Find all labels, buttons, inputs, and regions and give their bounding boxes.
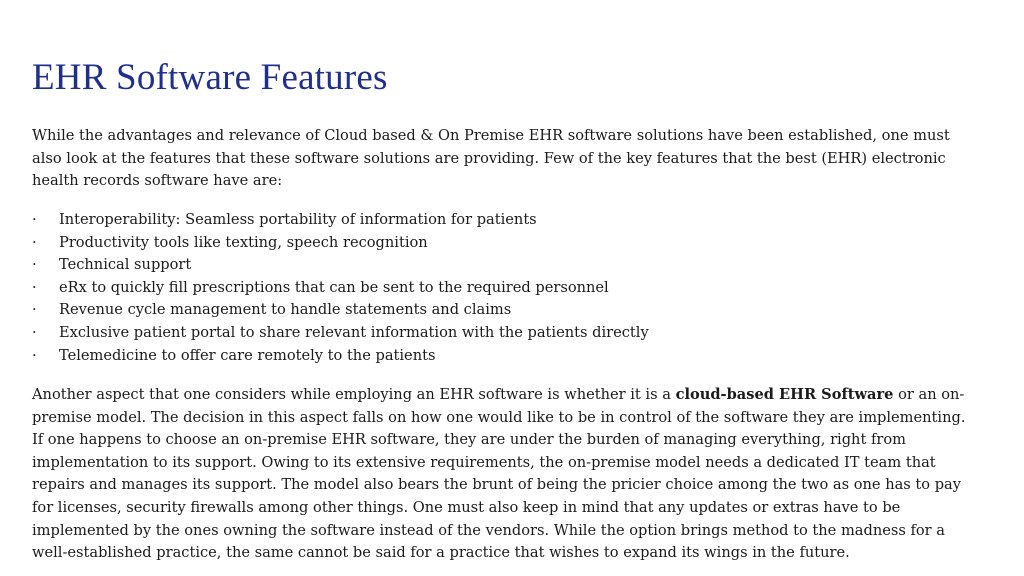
list-item-text: Interoperability: Seamless portability of information for patients xyxy=(59,211,537,228)
list-item-text: Telemedicine to offer care remotely to the patients xyxy=(59,346,436,364)
bullet-icon: · xyxy=(32,278,37,296)
list-item-text: Revenue cycle management to handle statements and claims xyxy=(59,301,512,319)
page-title: EHR Software Features xyxy=(32,57,388,98)
list-item xyxy=(32,254,649,277)
outro-emphasis: cloud-based EHR Software xyxy=(675,386,894,403)
list-item-text: Productivity tools like texting, speech recognition xyxy=(59,233,428,251)
bullet-icon: · xyxy=(32,233,37,251)
list-item xyxy=(32,277,649,300)
list-item xyxy=(32,322,649,345)
bullet-icon: · xyxy=(32,323,37,341)
intro-paragraph: While the advantages and relevance of Cloud based & On Premise EHR software solutions have been established, one must also look at the features that these software solutions are providing. Few of the key features that the best (EHR) electronic health records software have are: xyxy=(32,127,950,190)
bullet-icon: · xyxy=(32,301,37,319)
bullet-icon: · xyxy=(32,211,37,228)
outro-text-start: Another aspect that one considers while employing an EHR software is whether it is a xyxy=(32,386,676,403)
list-item xyxy=(32,299,649,322)
bullet-icon: · xyxy=(32,256,37,274)
bullet-icon: · xyxy=(32,346,37,364)
outro-paragraph xyxy=(32,384,972,565)
list-item-text: Exclusive patient portal to share relevant information with the patients directly xyxy=(59,323,649,341)
list-item-text: eRx to quickly fill prescriptions that can be sent to the required personnel xyxy=(59,278,609,296)
list-item-text: Technical support xyxy=(59,256,192,274)
list-item xyxy=(32,345,649,368)
list-item xyxy=(32,209,649,232)
list-item xyxy=(32,232,649,255)
feature-list xyxy=(32,209,649,367)
outro-text-end: or an on-premise model. The decision in this aspect falls on how one would like to be in control of the software they are implementing. If one happens to choose an on-premise EHR software, they are under the burden of managing everything, right from implementation to its support. Owing to its extensive requirements, the on-premise model needs a dedicated IT team that repairs and manages its support. The model also bears the brunt of being the pricier choice among the two as one has to pay for licenses, security firewalls among other things. One must also keep in mind that any updates or extras have to be implemented by the ones owning the software instead of the vendors. While the option brings method to the madness for a well-established practice, the same cannot be said for a practice that wishes to expand its wings in the future. xyxy=(32,386,966,562)
